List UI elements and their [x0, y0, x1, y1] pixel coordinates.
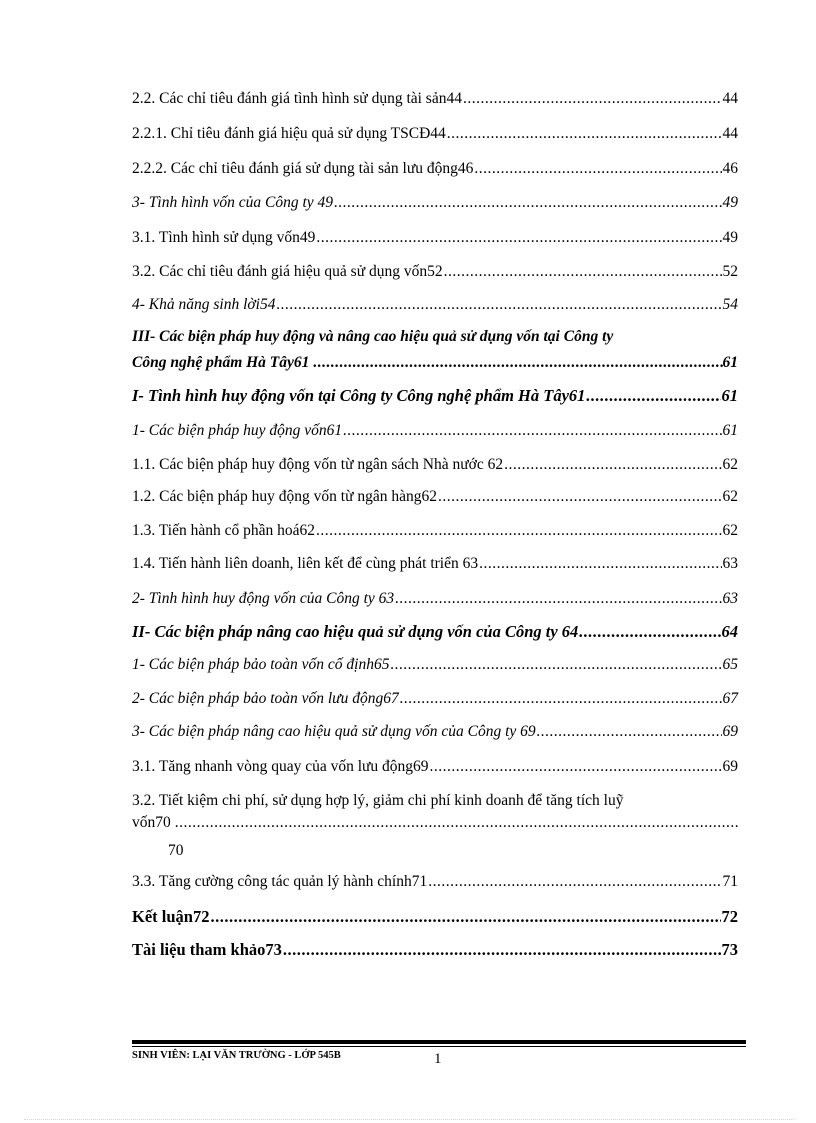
toc-entry-page: 62: [722, 456, 738, 473]
toc-entry-title: 1- Các biện pháp bảo toàn vốn cố định65: [132, 656, 390, 673]
toc-entry-title: 4- Khả năng sinh lời54: [132, 296, 276, 313]
toc-entry-page: 61: [721, 386, 738, 405]
toc-leader-dots: [210, 906, 720, 928]
toc-leader-dots: [334, 192, 721, 214]
toc-entry: [132, 123, 738, 145]
toc-entry-page: 67: [722, 690, 738, 707]
toc-entry: [132, 486, 738, 508]
toc-entry: [132, 294, 738, 316]
toc-entry-title-line1: 3.2. Tiết kiệm chi phí, sử dụng hợp lý, giảm chi phí kinh doanh để tăng tích luỹ: [132, 792, 624, 809]
toc-leader-dots: [400, 688, 722, 710]
toc-entry: [132, 654, 738, 676]
toc-leader-dots: [444, 261, 722, 283]
toc-entry: [132, 871, 738, 893]
toc-entry-title: 1.2. Các biện pháp huy động vốn từ ngân hàng62: [132, 488, 438, 505]
toc-entry-title: 2.2.2. Các chỉ tiêu đánh giá sử dụng tài sản lưu động46: [132, 160, 474, 177]
toc-entry-page: 63: [722, 555, 738, 572]
toc-leader-dots: [463, 88, 722, 110]
toc-leader-dots: [283, 939, 721, 961]
toc-entry-title: Kết luận72: [132, 907, 210, 926]
toc-leader-dots: [579, 621, 720, 643]
toc-entry-page: 73: [721, 940, 738, 959]
toc-entry-page: 62: [722, 488, 738, 505]
toc-leader-dots: [428, 871, 721, 893]
toc-entry-page: 72: [721, 907, 738, 926]
toc-entry-page: 61: [722, 422, 738, 439]
toc-entry: [132, 158, 738, 180]
toc-entry-page: 54: [722, 296, 738, 313]
toc-leader-dots: [316, 520, 722, 542]
toc-leader-dots: [447, 123, 722, 145]
toc-entry: [132, 906, 738, 928]
toc-entry-title: 3.2. Các chỉ tiêu đánh giá hiệu quả sử dụng vốn52: [132, 263, 443, 280]
footer-divider-thin: [132, 1046, 746, 1047]
toc-entry-title: 2- Các biện pháp bảo toàn vốn lưu động67: [132, 690, 399, 707]
toc-leader-dots: [430, 756, 722, 778]
toc-entry: [132, 261, 738, 283]
toc-entry-title-line2: vốn70: [132, 814, 171, 831]
toc-leader-dots: [504, 454, 721, 476]
toc-entry-title: 1.1. Các biện pháp huy động vốn từ ngân sách Nhà nước 62: [132, 456, 504, 473]
toc-entry: [132, 88, 738, 110]
toc-entry-page: 46: [722, 160, 738, 177]
toc-entry-page: 44: [722, 125, 738, 142]
toc-entry-page: 49: [722, 194, 738, 211]
toc-leader-dots: [343, 420, 721, 442]
toc-entry: [132, 588, 738, 610]
toc-leader-dots: [479, 553, 721, 575]
toc-entry-page: 69: [722, 723, 738, 740]
toc-entry-page: 65: [722, 656, 738, 673]
toc-entry-title: 3- Tình hình vốn của Công ty 49: [132, 194, 334, 211]
toc-leader-dots: [276, 294, 721, 316]
toc-entry: [132, 420, 738, 442]
toc-entry-title: I- Tình hình huy động vốn tại Công ty Công nghệ phẩm Hà Tây61: [132, 386, 586, 405]
toc-entry-title: 3.1. Tình hình sử dụng vốn49: [132, 229, 316, 246]
toc-entry-page: 62: [722, 522, 738, 539]
toc-leader-dots: [316, 227, 721, 249]
toc-entry: [132, 756, 738, 778]
toc-entry-title: 3.1. Tăng nhanh vòng quay của vốn lưu động69: [132, 758, 429, 775]
toc-entry-page: 71: [722, 873, 738, 890]
footer-author: SINH VIÊN: LẠI VĂN TRƯỜNG - LỚP 545B: [132, 1050, 341, 1061]
toc-entry-multiline: [132, 790, 738, 862]
page-bottom-edge: [24, 1119, 794, 1120]
toc-entry: [132, 192, 738, 214]
toc-leader-dots: [175, 812, 738, 834]
toc-entry-page: 52: [722, 263, 738, 280]
toc-entry: [132, 939, 738, 961]
toc-entry-page: 49: [722, 229, 738, 246]
toc-entry-title: II- Các biện pháp nâng cao hiệu quả sử dụng vốn của Công ty 64: [132, 622, 579, 641]
toc-entry: [132, 688, 738, 710]
toc-entry-title: 3- Các biện pháp nâng cao hiệu quả sử dụng vốn của Công ty 69: [132, 723, 536, 740]
toc-entry-page: 61: [722, 354, 738, 371]
footer-page-number: 1: [434, 1051, 442, 1067]
toc-leader-dots: [395, 588, 721, 610]
toc-entry-title: 1.4. Tiến hành liên doanh, liên kết để cùng phát triển 63: [132, 555, 479, 572]
toc-entry-multiline: [132, 326, 738, 374]
toc-entry-title: 1- Các biện pháp huy động vốn61: [132, 422, 343, 439]
toc-leader-dots: [474, 158, 721, 180]
toc-entry-page: 44: [722, 90, 738, 107]
toc-leader-dots: [537, 721, 722, 743]
toc-entry-page: 64: [721, 622, 738, 641]
toc-leader-dots: [390, 654, 721, 676]
toc-entry: [132, 385, 738, 407]
toc-entry: [132, 621, 738, 643]
toc-leader-dots: [586, 385, 720, 407]
toc-leader-dots: [313, 352, 722, 374]
toc-entry: [132, 520, 738, 542]
toc-entry: [132, 721, 738, 743]
toc-entry: [132, 553, 738, 575]
toc-entry-title-line2: Công nghệ phẩm Hà Tây61: [132, 354, 310, 371]
toc-entry-page: 69: [722, 758, 738, 775]
toc-entry-title: 3.3. Tăng cường công tác quản lý hành chính71: [132, 873, 428, 890]
toc-entry-page: 70: [168, 842, 184, 859]
toc-entry-page: 63: [722, 590, 738, 607]
toc-entry-title: 2.2. Các chỉ tiêu đánh giá tình hình sử dụng tài sản44: [132, 90, 462, 107]
toc-entry: [132, 227, 738, 249]
toc-entry-title: 2- Tình hình huy động vốn của Công ty 63: [132, 590, 395, 607]
toc-entry-title: Tài liệu tham khảo73: [132, 940, 282, 959]
toc-entry-title: 1.3. Tiến hành cổ phần hoá62: [132, 522, 315, 539]
toc-entry-title-line1: III- Các biện pháp huy động và nâng cao hiệu quả sử dụng vốn tại Công ty: [132, 328, 614, 345]
toc-entry: [132, 454, 738, 476]
toc-leader-dots: [438, 486, 721, 508]
footer-divider-thick: [132, 1040, 746, 1044]
toc-entry-title: 2.2.1. Chỉ tiêu đánh giá hiệu quả sử dụng TSCĐ44: [132, 125, 446, 142]
